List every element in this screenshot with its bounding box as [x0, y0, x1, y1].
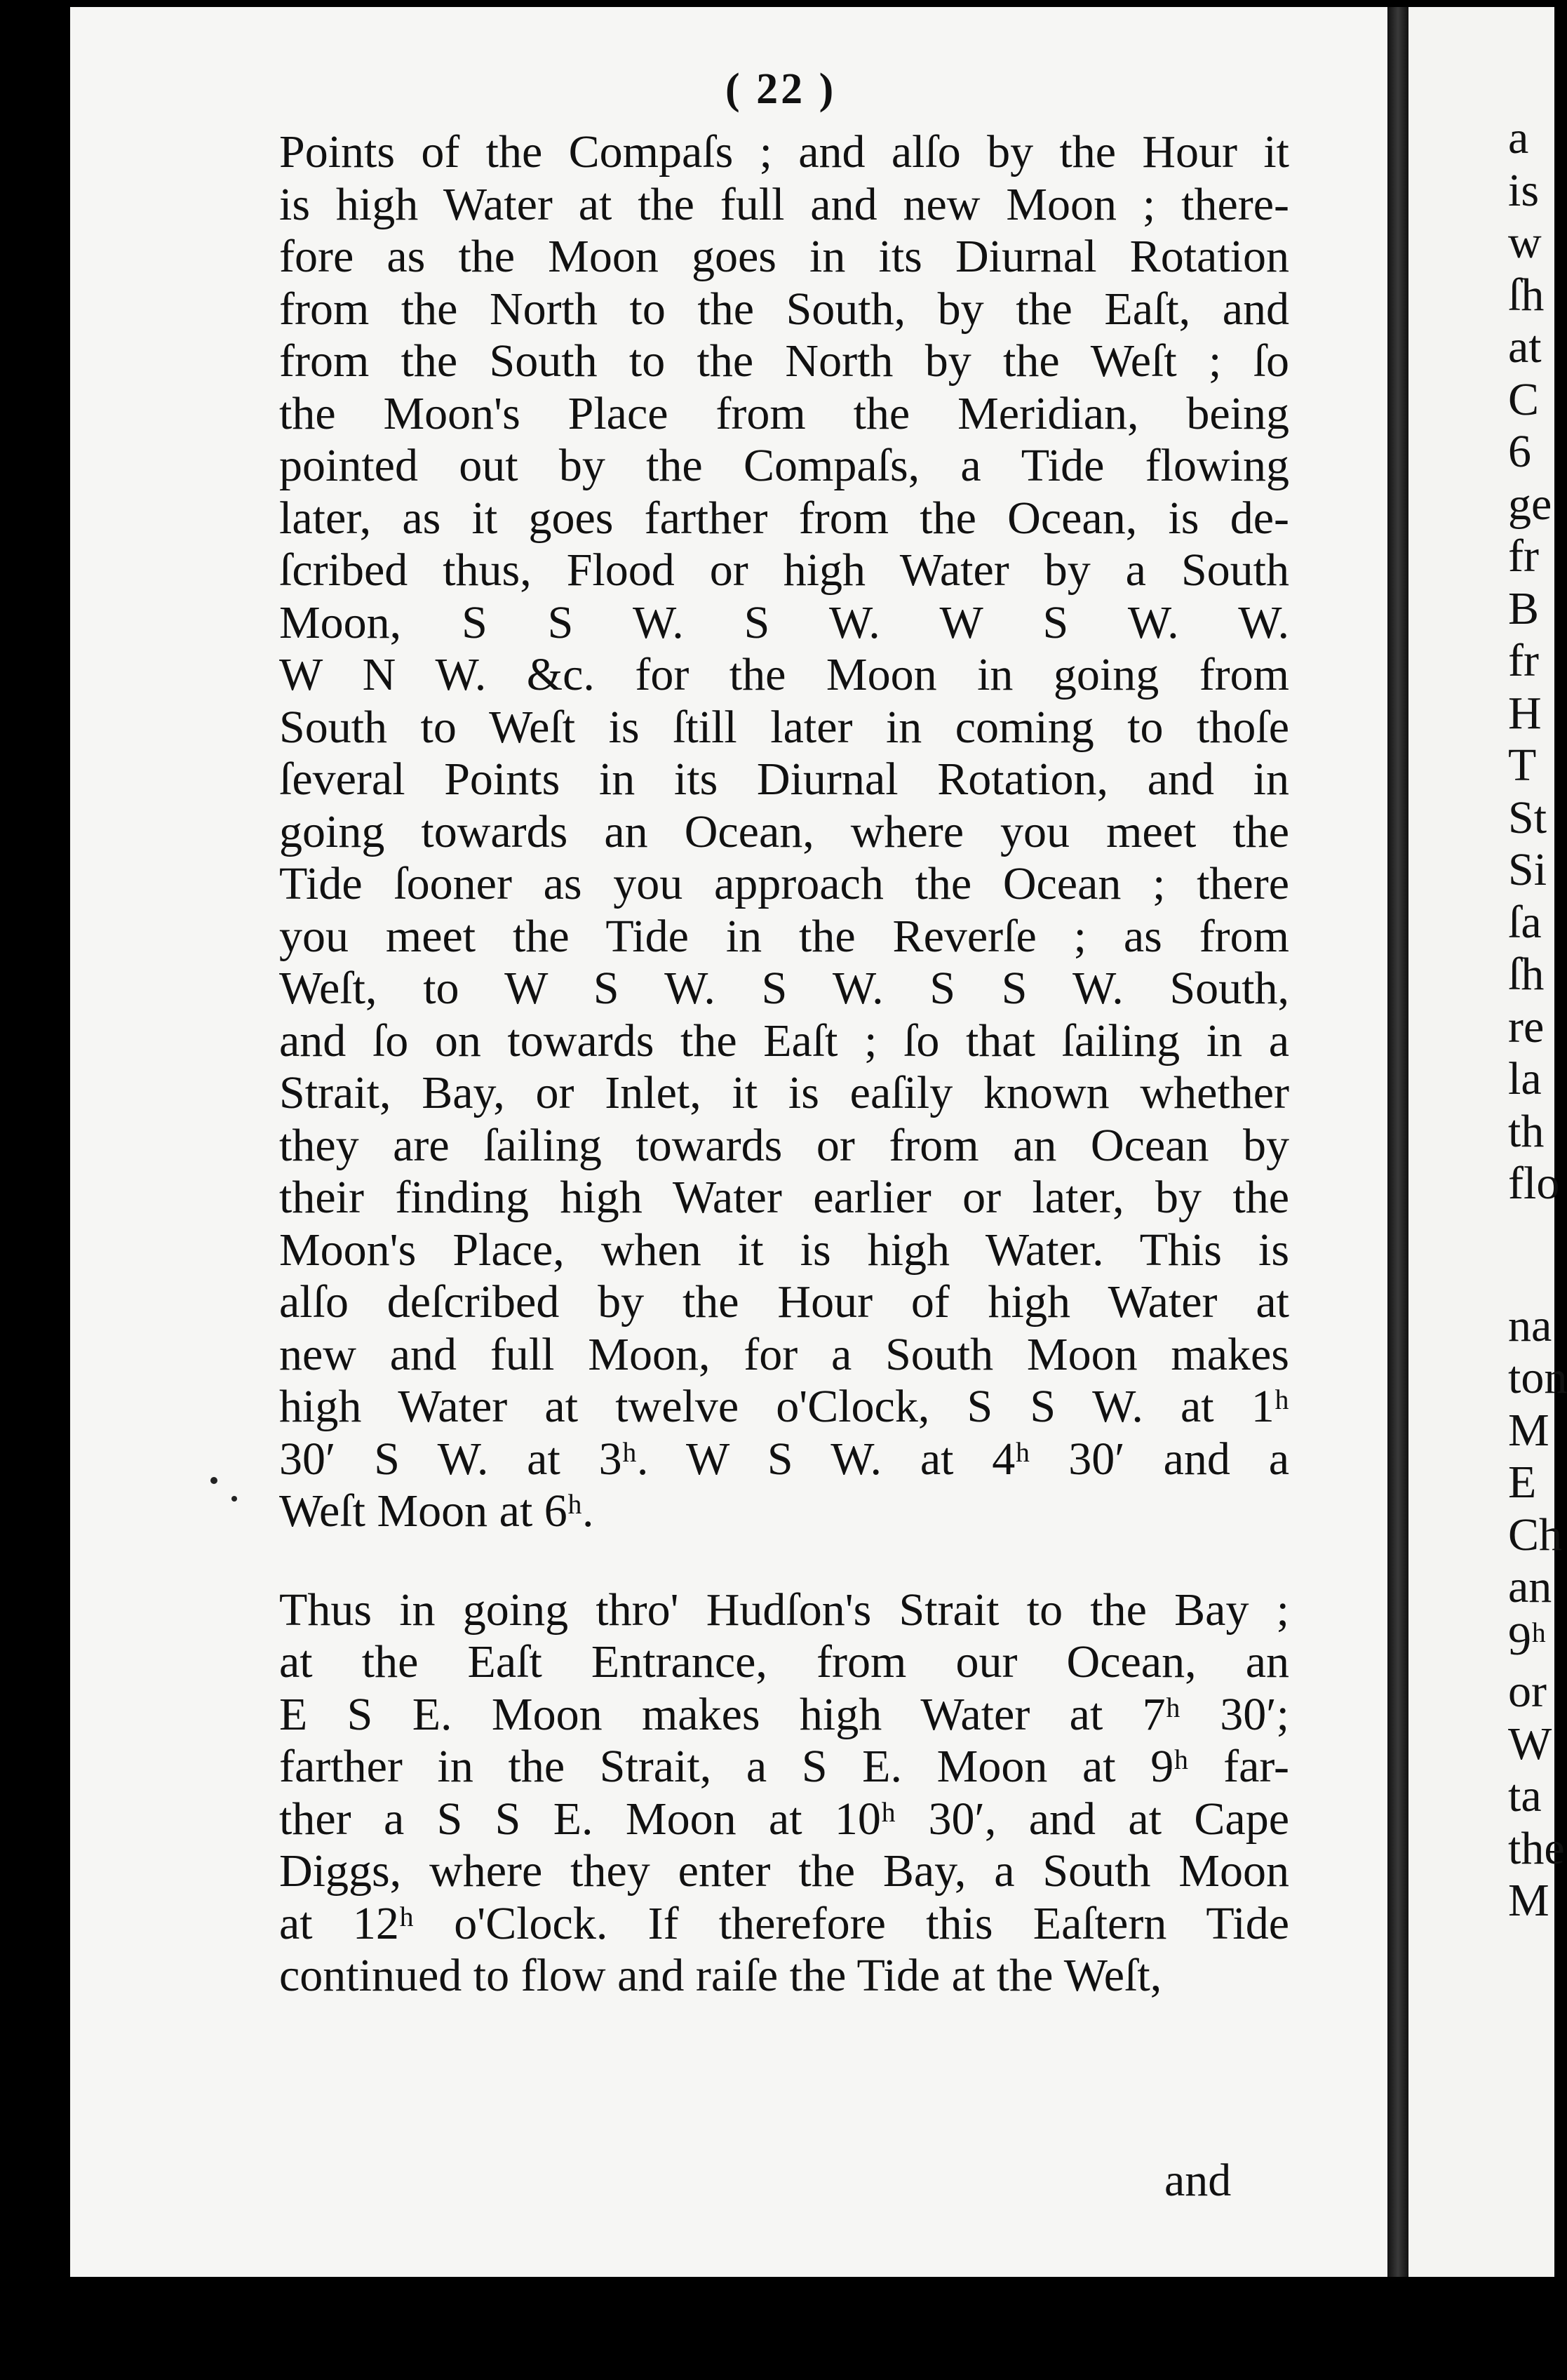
- facing-page-fragment: w: [1508, 217, 1542, 268]
- text-line: from the South to the North by the Weſt ; ſo: [279, 335, 1289, 387]
- catchword: and: [1164, 2155, 1232, 2206]
- facing-page-fragment: flo: [1508, 1158, 1560, 1209]
- facing-page-fragment: ta: [1508, 1770, 1542, 1821]
- facing-page-fragment: th: [1508, 1105, 1545, 1157]
- facing-page-fragment: Ch: [1508, 1509, 1563, 1560]
- facing-page-fragment: ſh: [1508, 269, 1545, 321]
- facing-page-fragment: at: [1508, 321, 1542, 373]
- facing-page-fragment: ge: [1508, 478, 1552, 530]
- facing-page-fragment: na: [1508, 1299, 1552, 1351]
- facing-page-fragment: H: [1508, 687, 1542, 739]
- text-line: ſeveral Points in its Diurnal Rotation, and in: [279, 754, 1289, 805]
- text-line: Diggs, where they enter the Bay, a South Moon: [279, 1845, 1289, 1897]
- text-line: 30′ S W. at 3ʰ. W S W. at 4ʰ 30′ and a: [279, 1433, 1289, 1485]
- text-line: high Water at twelve o'Clock, S S W. at 1ʰ: [279, 1381, 1289, 1432]
- page-number: ( 22 ): [725, 65, 837, 113]
- text-line: continued to flow and raiſe the Tide at the Weſt,: [279, 1950, 1162, 2001]
- text-line: Tide ſooner as you approach the Ocean ; there: [279, 858, 1289, 909]
- text-line: going towards an Ocean, where you meet the: [279, 805, 1289, 857]
- facing-page-fragment: W: [1508, 1718, 1552, 1770]
- facing-page-fragment: T: [1508, 740, 1537, 791]
- text-line: Strait, Bay, or Inlet, it is eaſily known whether: [279, 1067, 1289, 1118]
- text-line: is high Water at the full and new Moon ; there-: [279, 178, 1289, 230]
- facing-page-fragment: a: [1508, 112, 1529, 163]
- text-line: from the North to the South, by the Eaſt, and: [279, 283, 1289, 335]
- page-body-text: [279, 126, 1289, 2003]
- text-line: at 12ʰ o'Clock. If therefore this Eaſtern Tide: [279, 1897, 1289, 1949]
- facing-page-fragment: M: [1508, 1404, 1549, 1456]
- text-line: South to Weſt is ſtill later in coming to thoſe: [279, 701, 1289, 753]
- fragment-gap: [1508, 1210, 1567, 1300]
- facing-page-fragment: M: [1508, 1875, 1549, 1926]
- facing-page-fragment: the: [1508, 1822, 1565, 1874]
- facing-page-text-fragments: [1508, 112, 1567, 1927]
- facing-page-fragment: or: [1508, 1666, 1547, 1717]
- text-line: their finding high Water earlier or later, by the: [279, 1172, 1289, 1223]
- text-line: the Moon's Place from the Meridian, being: [279, 387, 1289, 439]
- facing-page-fragment: C: [1508, 373, 1540, 425]
- facing-page-fragment: B: [1508, 582, 1540, 634]
- facing-page-fragment: 6: [1508, 426, 1531, 477]
- facing-page-fragment: ton: [1508, 1352, 1567, 1403]
- paragraph-1: [279, 126, 1289, 1538]
- text-line: alſo deſcribed by the Hour of high Water at: [279, 1276, 1289, 1328]
- text-line: new and full Moon, for a South Moon makes: [279, 1328, 1289, 1380]
- ink-speck: [231, 1496, 237, 1502]
- text-line: and ſo on towards the Eaſt ; ſo that ſailing in a: [279, 1015, 1289, 1067]
- text-line: pointed out by the Compaſs, a Tide flowing: [279, 440, 1289, 491]
- facing-page-fragment: ſa: [1508, 896, 1542, 948]
- text-line: you meet the Tide in the Reverſe ; as from: [279, 910, 1289, 962]
- text-line: Thus in going thro' Hudſon's Strait to the Bay ;: [279, 1584, 1289, 1636]
- facing-page-fragment: re: [1508, 1001, 1545, 1052]
- ink-speck: [210, 1477, 217, 1484]
- facing-page-fragment: St: [1508, 791, 1547, 843]
- text-line: Moon's Place, when it is high Water. This is: [279, 1224, 1289, 1276]
- facing-page-fragment: fr: [1508, 530, 1539, 582]
- text-line: at the Eaſt Entrance, from our Ocean, an: [279, 1636, 1289, 1687]
- text-line: ſcribed thus, Flood or high Water by a South: [279, 544, 1289, 596]
- paragraph-2: [279, 1584, 1289, 2003]
- facing-page-fragment: ſh: [1508, 949, 1545, 1000]
- text-line: later, as it goes farther from the Ocean, is de-: [279, 492, 1289, 544]
- text-line: W N W. &c. for the Moon in going from: [279, 649, 1289, 700]
- facing-page-fragment: Si: [1508, 844, 1547, 895]
- text-line: fore as the Moon goes in its Diurnal Rotation: [279, 231, 1289, 282]
- facing-page-fragment: la: [1508, 1053, 1542, 1104]
- text-line: farther in the Strait, a S E. Moon at 9ʰ far-: [279, 1741, 1289, 1792]
- text-line: Points of the Compaſs ; and alſo by the Hour it: [279, 126, 1289, 178]
- facing-page-fragment: E: [1508, 1457, 1537, 1508]
- book-gutter: [1387, 7, 1408, 2277]
- text-line: Weſt Moon at 6ʰ.: [279, 1485, 594, 1537]
- text-line: Weſt, to W S W. S W. S S W. South,: [279, 963, 1289, 1014]
- text-line: Moon, S S W. S W. W S W. W.: [279, 596, 1289, 648]
- facing-page-fragment: an: [1508, 1561, 1552, 1612]
- text-line: they are ſailing towards or from an Ocean by: [279, 1119, 1289, 1171]
- facing-page-fragment: fr: [1508, 635, 1539, 686]
- text-line: ther a S S E. Moon at 10ʰ 30′, and at Cape: [279, 1793, 1289, 1845]
- facing-page-fragment: 9ʰ: [1508, 1613, 1547, 1665]
- facing-page-fragment: is: [1508, 164, 1540, 216]
- text-line: E S E. Moon makes high Water at 7ʰ 30′;: [279, 1688, 1289, 1740]
